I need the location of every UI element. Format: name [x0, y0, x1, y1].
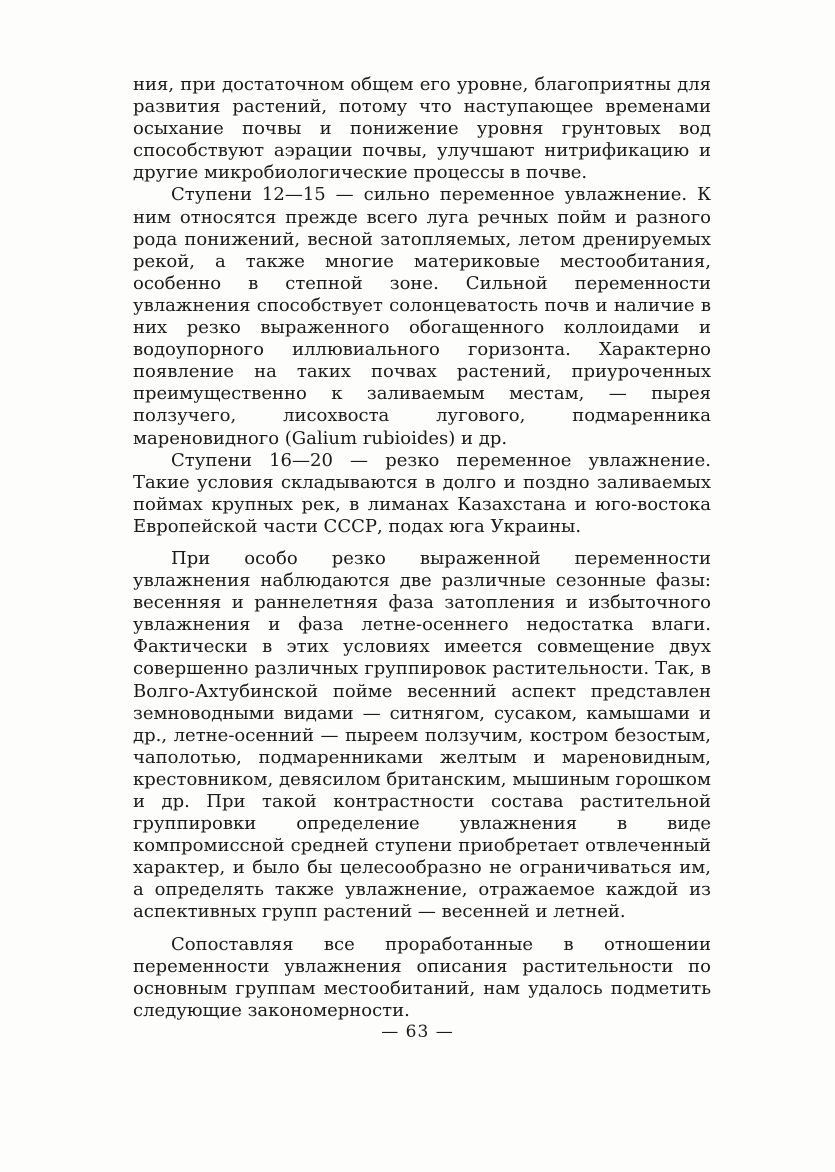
- paragraph-steps-16-20: Ступени 16—20 — резко переменное увлажнение. Такие условия складываются в долго и поздно заливаемых поймах крупных рек, в лиманах Казахстана и юго-востока Европейской части СССР, подах юга Украины.: [133, 449, 711, 537]
- paragraph-comparison: Сопоставляя все проработанные в отношении переменности увлажнения описания растительности по основным группам местообитаний, нам удалось подметить следующие закономерности.: [133, 933, 711, 1021]
- body-text: [133, 74, 711, 1022]
- page-number: — 63 —: [381, 1022, 454, 1042]
- paragraph-seasonal-phases: При особо резко выраженной переменности увлажнения наблюдаются две различные сезонные фазы: весенняя и раннелетняя фаза затопления и избыточного увлажнения и фаза летне-осеннего недостатка влаги. Фактически в этих условиях имеется совмещение двух совершенно различных группировок растительности. Так, в Волго-Ахтубинской пойме весенний аспект представлен земноводными видами — ситнягом, сусаком, камышами и др., летне-осенний — пыреем ползучим, костром безостым, чаполотью, подмаренниками желтым и мареновидным, крестовником, девясилом британским, мышиным горошком и др. При такой контрастности состава растительной группировки определение увлажнения в виде компромиссной средней ступени приобретает отвлеченный характер, и было бы целесообразно не ограничиваться им, а определять также увлажнение, отражаемое каждой из аспективных групп растений — весенней и летней.: [133, 547, 711, 923]
- paragraph-continuation: ния, при достаточном общем его уровне, благоприятны для развития растений, потому что наступающее временами осыхание почвы и понижение уровня грунтовых вод способствуют аэрации почвы, улучшают нитрификацию и другие микробиологические процессы в почве.: [133, 74, 711, 184]
- paragraph-steps-12-15: Ступени 12—15 — сильно переменное увлажнение. К ним относятся прежде всего луга речных пойм и разного рода понижений, весной затопляемых, летом дренируемых рекой, а также многие материковые местообитания, особенно в степной зоне. Сильной переменности увлажнения способствует солонцеватость почв и наличие в них резко выраженного обогащенного коллоидами и водоупорного иллювиального горизонта. Характерно появление на таких почвах растений, приуроченных преимущественно к заливаемым местам, — пырея ползучего, лисохвоста лугового, подмаренника мареновидного (Galium rubioides) и др.: [133, 184, 711, 449]
